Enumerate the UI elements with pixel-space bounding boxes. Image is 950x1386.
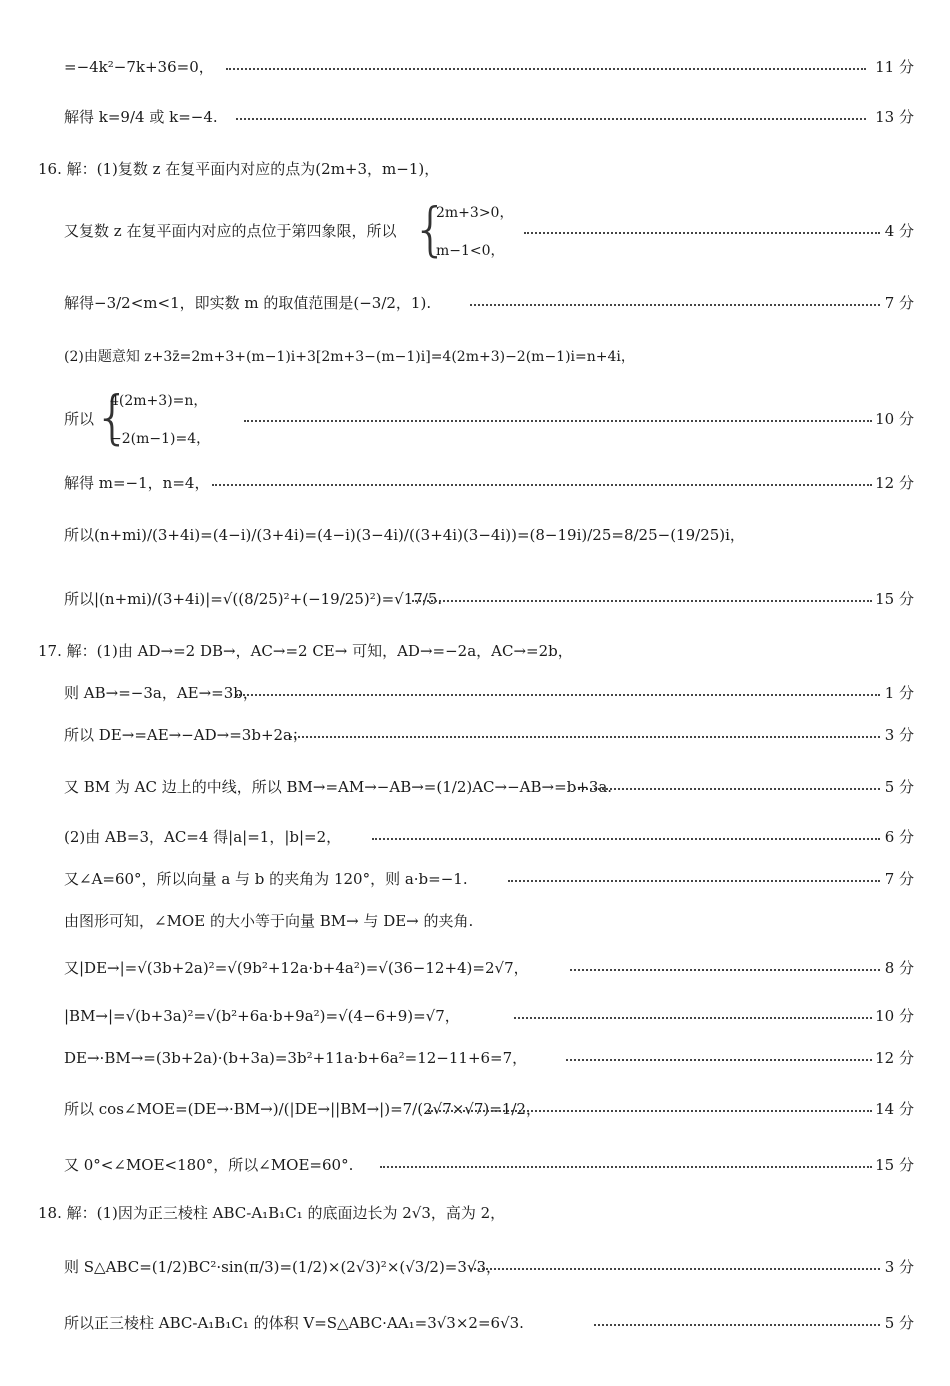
leader-dots	[428, 1110, 872, 1112]
score-label: 15 分	[875, 1156, 914, 1174]
math-text: 所以|(n+mi)/(3+4i)|=√((8/25)²+(−19/25)²)=√17/5.	[64, 590, 443, 608]
math-text: 又 0°<∠MOE<180°，所以∠MOE=60°.	[64, 1156, 354, 1174]
solution-line	[0, 958, 950, 980]
math-text: 则 S△ABC=(1/2)BC²·sin(π/3)=(1/2)×(2√3)²×(√3/2)=3√3，	[64, 1258, 502, 1276]
system-equation-2: m−1<0，	[436, 243, 505, 259]
solution-line	[0, 1314, 950, 1334]
leader-dots	[226, 68, 866, 70]
score-label: 12 分	[875, 474, 914, 492]
leader-dots	[290, 736, 880, 738]
leader-dots	[508, 880, 880, 882]
math-text: 又|DE→|=√(3b+2a)²=√(9b²+12a·b+4a²)=√(36−12+4)=2√7，	[64, 959, 529, 977]
brace-icon: {	[94, 383, 131, 451]
math-text: 所以 cos∠MOE=(DE→·BM→)/(|DE→||BM→|)=7/(2√7×√7)=1/2，	[64, 1100, 541, 1118]
solution-line	[0, 684, 950, 704]
score-label: 15 分	[875, 590, 914, 608]
math-text: 所以(n+mi)/(3+4i)=(4−i)/(3+4i)=(4−i)(3−4i)/((3+4i)(3−4i))=(8−19i)/25=8/25−(19/25)i，	[64, 526, 745, 544]
solution-line	[0, 1252, 950, 1284]
system-equation-1: 2m+3>0，	[436, 205, 514, 221]
score-label: 5 分	[884, 778, 914, 796]
solution-line	[0, 474, 950, 494]
solution-line	[0, 290, 950, 318]
solution-line	[0, 1094, 950, 1126]
score-label: 8 分	[884, 959, 914, 977]
system-equation-2: −2(m−1)=4，	[110, 431, 211, 447]
score-label: 11 分	[875, 58, 914, 76]
leader-dots	[514, 1017, 872, 1019]
math-text: (2)由题意知 z+3z̄=2m+3+(m−1)i+3[2m+3−(m−1)i]=4(2m+3)−2(m−1)i=n+4i，	[64, 349, 635, 365]
math-text: 解得 m=−1，n=4，	[64, 474, 210, 492]
score-label: 10 分	[875, 410, 914, 428]
score-label: 6 分	[884, 828, 914, 846]
solution-line	[0, 58, 950, 78]
math-text: |BM→|=√(b+3a)²=√(b²+6a·b+9a²)=√(4−6+9)=√7，	[64, 1007, 460, 1025]
score-label: 7 分	[884, 870, 914, 888]
leader-dots	[470, 304, 880, 306]
score-label: 10 分	[875, 1007, 914, 1025]
solution-line	[0, 106, 950, 130]
leader-dots	[570, 969, 880, 971]
math-text: 又∠A=60°，所以向量 a 与 b 的夹角为 120°，则 a·b=−1.	[64, 870, 468, 888]
score-label: 13 分	[875, 108, 914, 126]
math-text: =−4k²−7k+36=0，	[64, 58, 214, 76]
leader-dots	[236, 118, 866, 120]
math-text: 所以 DE→=AE→−AD→=3b+2a；	[64, 726, 307, 744]
leader-dots	[574, 788, 880, 790]
leader-dots	[236, 694, 880, 696]
math-text: 则 AB→=−3a，AE→=3b，	[64, 684, 258, 702]
math-text: (2)由 AB=3，AC=4 得|a|=1，|b|=2，	[64, 828, 342, 846]
problem-16-heading: 16. 解：(1)复数 z 在复平面内对应的点为(2m+3，m−1)，	[38, 160, 440, 178]
leader-dots	[594, 1324, 880, 1326]
math-text: 由图形可知，∠MOE 的大小等于向量 BM→ 与 DE→ 的夹角.	[64, 912, 474, 930]
solution-line	[0, 1006, 950, 1028]
solution-line	[0, 195, 950, 264]
score-label: 12 分	[875, 1049, 914, 1067]
solution-line	[0, 776, 950, 800]
leader-dots	[566, 1059, 872, 1061]
problem-17-heading: 17. 解：(1)由 AD→=2 DB→，AC→=2 CE→ 可知，AD→=−2a，AC→=2b，	[38, 642, 573, 660]
score-label: 1 分	[884, 684, 914, 702]
solution-line	[0, 1156, 950, 1176]
leader-dots	[412, 600, 872, 602]
math-text: 解得 k=9/4 或 k=−4.	[64, 108, 218, 126]
solution-line	[0, 348, 950, 368]
solution-line	[0, 1048, 950, 1070]
math-text: DE→·BM→=(3b+2a)·(b+3a)=3b²+11a·b+6a²=12−11+6=7，	[64, 1049, 528, 1067]
score-label: 4 分	[884, 222, 914, 240]
score-label: 3 分	[884, 726, 914, 744]
leader-dots	[212, 484, 872, 486]
leader-dots	[470, 1268, 880, 1270]
score-label: 7 分	[884, 294, 914, 312]
math-text: 所以	[64, 410, 95, 428]
brace-icon: {	[412, 195, 449, 263]
solution-line	[0, 912, 950, 932]
score-label: 3 分	[884, 1258, 914, 1276]
leader-dots	[372, 838, 880, 840]
leader-dots	[380, 1166, 872, 1168]
math-text: 解得−3/2<m<1，即实数 m 的取值范围是(−3/2，1).	[64, 294, 432, 312]
leader-dots	[524, 232, 880, 234]
leader-dots	[244, 420, 872, 422]
solution-line	[0, 828, 950, 848]
solution-line	[0, 383, 950, 452]
math-text: 又复数 z 在复平面内对应的点位于第四象限，所以	[64, 222, 397, 240]
score-label: 14 分	[875, 1100, 914, 1118]
system-equation-1: 4(2m+3)=n，	[110, 393, 208, 409]
solution-line	[0, 524, 950, 548]
score-label: 5 分	[884, 1314, 914, 1332]
solution-line	[0, 726, 950, 746]
problem-18-heading: 18. 解：(1)因为正三棱柱 ABC-A₁B₁C₁ 的底面边长为 2√3，高为 2，	[38, 1204, 506, 1222]
solution-line	[0, 870, 950, 890]
solution-line	[0, 586, 950, 614]
math-text: 所以正三棱柱 ABC-A₁B₁C₁ 的体积 V=S△ABC·AA₁=3√3×2=6√3.	[64, 1314, 524, 1332]
math-text: 又 BM 为 AC 边上的中线，所以 BM→=AM→−AB→=(1/2)AC→−AB→=b+3a.	[64, 778, 613, 796]
